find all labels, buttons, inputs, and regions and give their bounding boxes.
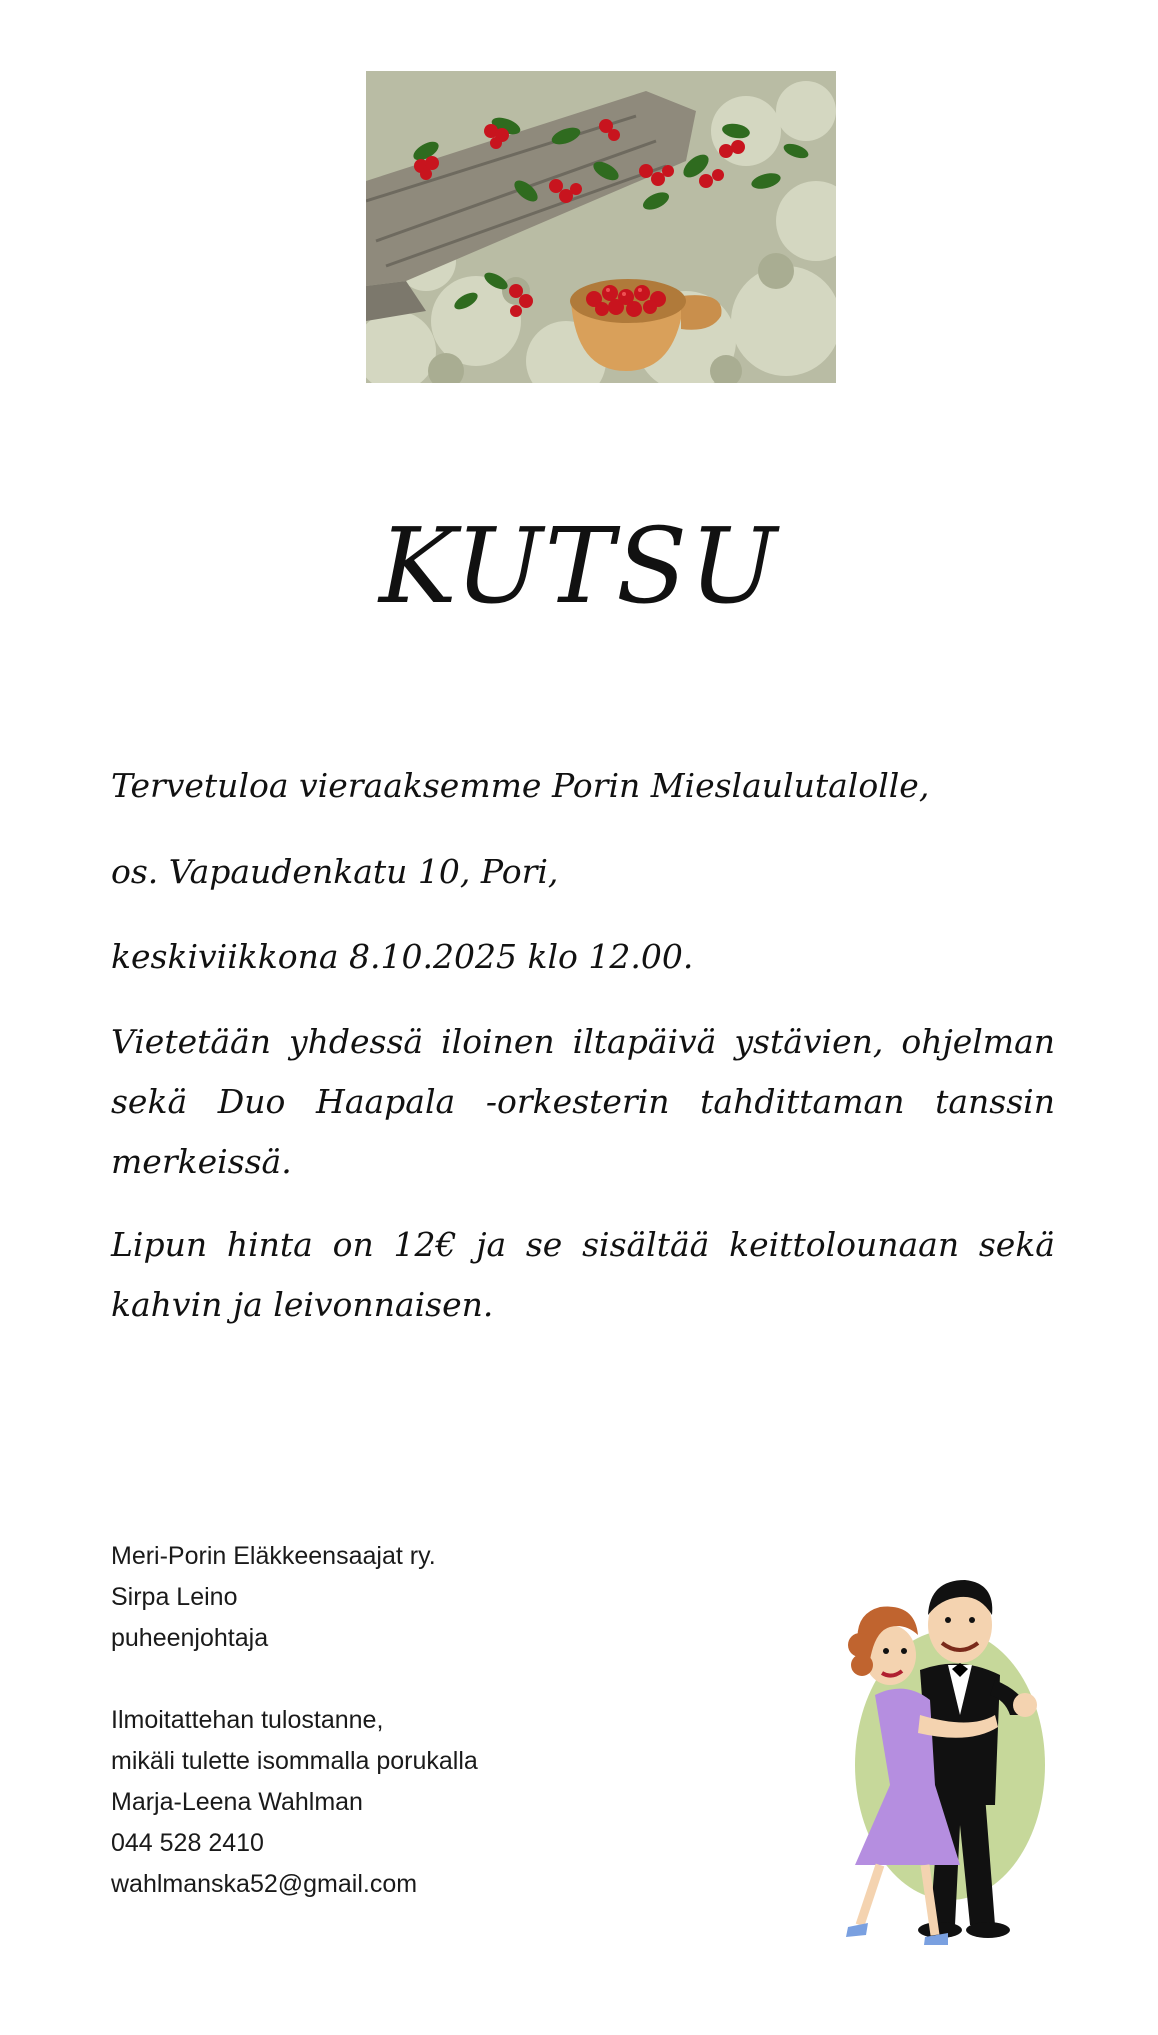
organization-name: Meri-Porin Eläkkeensaajat ry.: [111, 1542, 436, 1570]
lingonberry-photo: [366, 71, 836, 383]
dancing-couple-icon: [820, 1565, 1050, 1965]
contact-name: Marja-Leena Wahlman: [111, 1788, 363, 1816]
registration-note-1: Ilmoitattehan tulostanne,: [111, 1706, 384, 1734]
registration-note-2: mikäli tulette isommalla porukalla: [111, 1747, 478, 1775]
spacer: [111, 1659, 711, 1700]
price-paragraph: Lipun hinta on 12€ ja se sisältää keittolounaan sekä kahvin ja leivonnaisen.: [111, 1225, 1055, 1324]
contact-email: wahlmanska52@gmail.com: [111, 1870, 418, 1898]
dancing-couple-illustration: [820, 1565, 1050, 1965]
chairperson-role: puheenjohtaja: [111, 1624, 269, 1652]
page-title: KUTSU: [379, 505, 779, 627]
program-paragraph: Vietetään yhdessä iloinen iltapäivä ystävien, ohjelman sekä Duo Haapala -orkesterin tahdittaman tanssin merkeissä.: [111, 1022, 1055, 1181]
contact-block: [111, 1536, 711, 1905]
welcome-line: Tervetuloa vieraaksemme Porin Mieslaulutalolle,: [111, 766, 930, 805]
contact-phone: 044 528 2410: [111, 1829, 264, 1857]
chairperson-name: Sirpa Leino: [111, 1583, 238, 1611]
address-line: os. Vapaudenkatu 10, Pori,: [111, 852, 559, 891]
lingonberries-and-wooden-cup-icon: [366, 71, 836, 383]
date-line: keskiviikkona 8.10.2025 klo 12.00.: [111, 937, 694, 976]
